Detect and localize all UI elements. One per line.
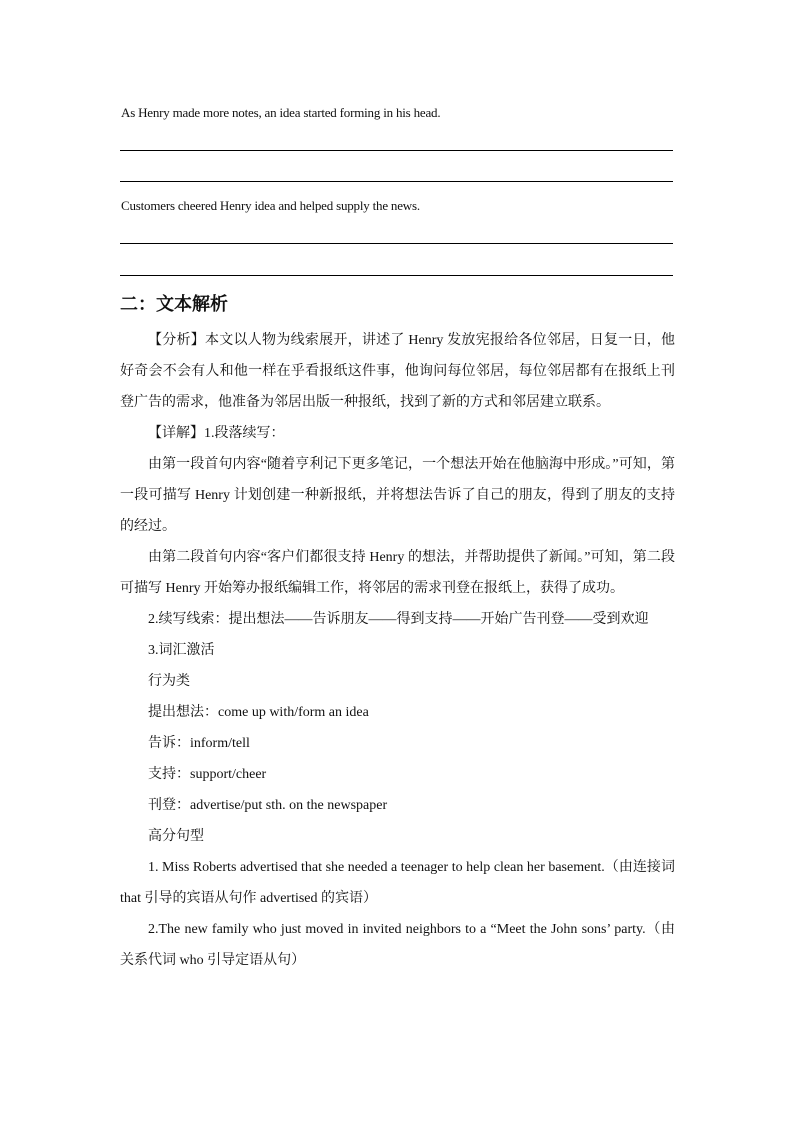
vocab-item: 刊登：advertise/put sth. on the newspaper	[148, 798, 388, 813]
vocab-item: 支持：support/cheer	[148, 767, 267, 782]
writing-clues: 2.续写线索：提出想法——告诉朋友——得到支持——开始广告刊登——受到欢迎	[148, 612, 649, 627]
vocab-item: 告诉：inform/tell	[148, 736, 250, 751]
category-sentences: 高分句型	[148, 829, 204, 844]
analysis-body	[120, 325, 675, 976]
writing-line	[120, 243, 673, 244]
detail-title: 【详解】1.段落续写：	[148, 426, 285, 441]
writing-line	[120, 181, 673, 182]
sentence-pattern-1: 1. Miss Roberts advertised that she needed a teenager to help clean her basement.（由连接词 that 引导的宾语从句作 advertised 的宾语）	[120, 860, 675, 906]
paragraph-1-guide: 由第一段首句内容“随着亨利记下更多笔记，一个想法开始在他脑海中形成。”可知，第一段可描写 Henry 计划创建一种新报纸，并将想法告诉了自己的朋友，得到了朋友的支持的经过。	[120, 457, 675, 534]
section-heading: 二：文本解析	[120, 294, 228, 315]
writing-line	[120, 150, 673, 151]
paragraph-2-guide: 由第二段首句内容“客户们都很支持 Henry 的想法，并帮助提供了新闻。”可知，第二段可描写 Henry 开始筹办报纸编辑工作，将邻居的需求刊登在报纸上，获得了成功。	[120, 550, 675, 596]
continuation-prompt-2: Customers cheered Henry idea and helped supply the news.	[121, 198, 420, 213]
category-actions: 行为类	[148, 674, 190, 689]
sentence-pattern-2: 2.The new family who just moved in invited neighbors to a “Meet the John sons’ party.（由关系代词 who 引导定语从句）	[120, 922, 675, 968]
continuation-prompt-1: As Henry made more notes, an idea started forming in his head.	[121, 105, 441, 120]
vocab-item: 提出想法：come up with/form an idea	[148, 705, 369, 720]
analysis-paragraph: 【分析】本文以人物为线索展开，讲述了 Henry 发放宪报给各位邻居，日复一日，他好奇会不会有人和他一样在乎看报纸这件事，他询问每位邻居，每位邻居都有在报纸上刊登广告的需求，他准备为邻居出版一种报纸，找到了新的方式和邻居建立联系。	[120, 333, 675, 410]
vocab-title: 3.词汇激活	[148, 643, 215, 658]
writing-line	[120, 275, 673, 276]
